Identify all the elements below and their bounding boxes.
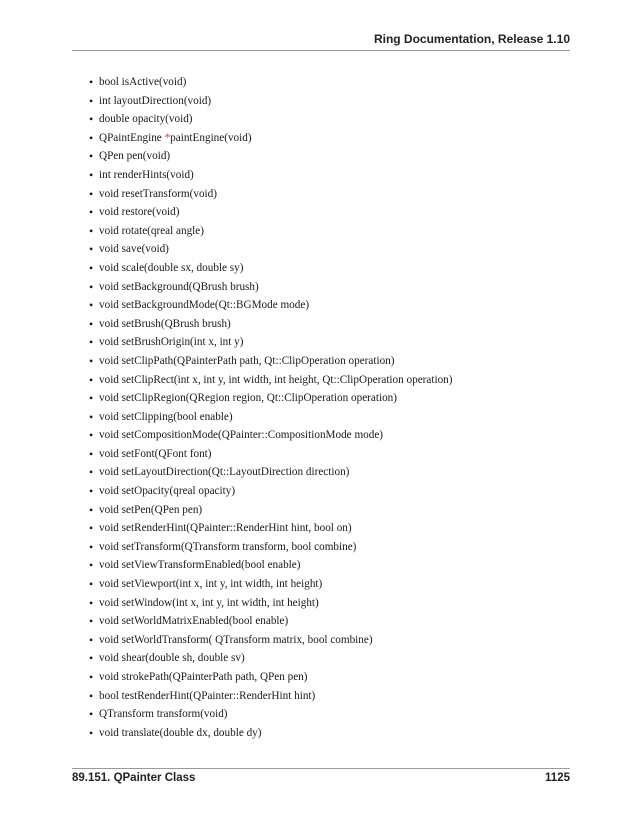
method-signature: QPen pen(void) [99, 150, 171, 163]
footer-divider [72, 768, 570, 769]
bullet-icon: • [89, 112, 94, 127]
method-list-item [75, 668, 453, 687]
bullet-icon: • [89, 205, 94, 220]
bullet-icon: • [89, 502, 94, 517]
bullet-icon: • [89, 353, 94, 368]
method-list [75, 73, 453, 742]
bullet-icon: • [89, 372, 94, 387]
method-signature: void setOpacity(qreal opacity) [99, 485, 236, 498]
method-list-item [75, 594, 453, 613]
footer-page-number: 1125 [545, 772, 570, 784]
method-list-item [75, 352, 453, 371]
method-list-item [75, 445, 453, 464]
method-signature: void rotate(qreal angle) [99, 224, 204, 237]
bullet-icon: • [89, 186, 94, 201]
method-signature: QPaintEngine [99, 131, 165, 144]
method-signature: void resetTransform(void) [99, 187, 217, 200]
method-signature: void save(void) [99, 243, 169, 256]
bullet-icon: • [89, 223, 94, 238]
method-list-item [75, 687, 453, 706]
method-signature: void setWorldTransform( QTransform matrix, bool combine) [99, 633, 373, 646]
method-list-item [75, 724, 453, 743]
bullet-icon: • [89, 688, 94, 703]
bullet-icon: • [89, 446, 94, 461]
footer-section-title: 89.151. QPainter Class [72, 772, 196, 784]
bullet-icon: • [89, 167, 94, 182]
method-list-item [75, 538, 453, 557]
bullet-icon: • [89, 428, 94, 443]
method-signature: int layoutDirection(void) [99, 94, 212, 107]
method-list-item [75, 371, 453, 390]
method-list-item [75, 463, 453, 482]
method-signature: void setWindow(int x, int y, int width, int height) [99, 596, 319, 609]
method-signature: int renderHints(void) [99, 168, 194, 181]
method-list-item [75, 612, 453, 631]
method-list-item [75, 575, 453, 594]
bullet-icon: • [89, 335, 94, 350]
bullet-icon: • [89, 577, 94, 592]
method-list-item [75, 556, 453, 575]
pointer-star: * [164, 131, 171, 144]
method-list-item [75, 296, 453, 315]
method-list-item [75, 649, 453, 668]
method-list-item [75, 185, 453, 204]
header-divider [72, 50, 570, 51]
method-signature: void setClipRegion(QRegion region, Qt::ClipOperation operation) [99, 392, 397, 405]
method-signature: void scale(double sx, double sy) [99, 261, 244, 274]
bullet-icon: • [89, 391, 94, 406]
method-signature: void setViewport(int x, int y, int width, int height) [99, 578, 323, 591]
bullet-icon: • [89, 725, 94, 740]
method-list-item [75, 315, 453, 334]
bullet-icon: • [89, 93, 94, 108]
method-list-item [75, 222, 453, 241]
bullet-icon: • [89, 149, 94, 164]
method-list-item [75, 129, 453, 148]
bullet-icon: • [89, 279, 94, 294]
method-signature: QTransform transform(void) [99, 708, 228, 721]
method-signature: void setBrush(QBrush brush) [99, 317, 231, 330]
method-signature: void shear(double sh, double sv) [99, 652, 245, 665]
bullet-icon: • [89, 409, 94, 424]
bullet-icon: • [89, 465, 94, 480]
bullet-icon: • [89, 316, 94, 331]
method-signature: void strokePath(QPainterPath path, QPen pen) [99, 671, 308, 683]
bullet-icon: • [89, 298, 94, 313]
method-list-item [75, 166, 453, 185]
method-signature: void setBackgroundMode(Qt::BGMode mode) [99, 299, 310, 312]
method-list-item [75, 92, 453, 111]
bullet-icon: • [89, 521, 94, 536]
method-list-item [75, 631, 453, 650]
bullet-icon: • [89, 75, 94, 89]
method-signature: void setClipping(bool enable) [99, 410, 233, 423]
method-signature: void setClipPath(QPainterPath path, Qt::ClipOperation operation) [99, 354, 395, 367]
method-list-item [75, 240, 453, 259]
method-list-item [75, 333, 453, 352]
method-signature: void setWorldMatrixEnabled(bool enable) [99, 615, 289, 628]
bullet-icon: • [89, 670, 94, 684]
method-signature: void setCompositionMode(QPainter::CompositionMode mode) [99, 429, 384, 442]
method-signature: void translate(double dx, double dy) [99, 726, 262, 739]
running-header-title: Ring Documentation, Release 1.10 [373, 32, 570, 46]
method-signature: void setViewTransformEnabled(bool enable) [99, 559, 301, 572]
method-list-item [75, 147, 453, 166]
method-signature: void setPen(QPen pen) [99, 503, 203, 516]
method-signature: void setClipRect(int x, int y, int width, int height, Qt::ClipOperation operation) [99, 373, 453, 386]
bullet-icon: • [89, 539, 94, 554]
method-list-item [75, 389, 453, 408]
method-signature: void setLayoutDirection(Qt::LayoutDirection direction) [99, 466, 350, 479]
bullet-icon: • [89, 242, 94, 257]
method-list-item [75, 501, 453, 520]
bullet-icon: • [89, 614, 94, 629]
method-signature: double opacity(void) [99, 113, 193, 126]
bullet-icon: • [89, 130, 94, 145]
method-signature: void setBackground(QBrush brush) [99, 280, 259, 293]
method-signature: void setBrushOrigin(int x, int y) [99, 336, 244, 349]
bullet-icon: • [89, 632, 94, 647]
method-signature: bool isActive(void) [99, 76, 187, 88]
bullet-icon: • [89, 484, 94, 499]
method-list-item [75, 519, 453, 538]
method-list-item [75, 203, 453, 222]
method-signature: void setRenderHint(QPainter::RenderHint hint, bool on) [99, 522, 352, 535]
method-list-item [75, 278, 453, 297]
method-list-item [75, 705, 453, 724]
method-list-item [75, 408, 453, 427]
method-signature: void restore(void) [99, 206, 180, 219]
bullet-icon: • [89, 707, 94, 722]
method-list-item [75, 73, 453, 92]
bullet-icon: • [89, 651, 94, 666]
bullet-icon: • [89, 595, 94, 610]
method-list-item [75, 426, 453, 445]
method-signature-rest: paintEngine(void) [170, 131, 252, 144]
method-list-item [75, 110, 453, 129]
method-list-item [75, 259, 453, 278]
method-signature: bool testRenderHint(QPainter::RenderHint hint) [99, 689, 316, 702]
method-signature: void setTransform(QTransform transform, bool combine) [99, 540, 357, 553]
bullet-icon: • [89, 558, 94, 573]
bullet-icon: • [89, 260, 94, 275]
method-signature: void setFont(QFont font) [99, 447, 212, 460]
method-list-item [75, 482, 453, 501]
